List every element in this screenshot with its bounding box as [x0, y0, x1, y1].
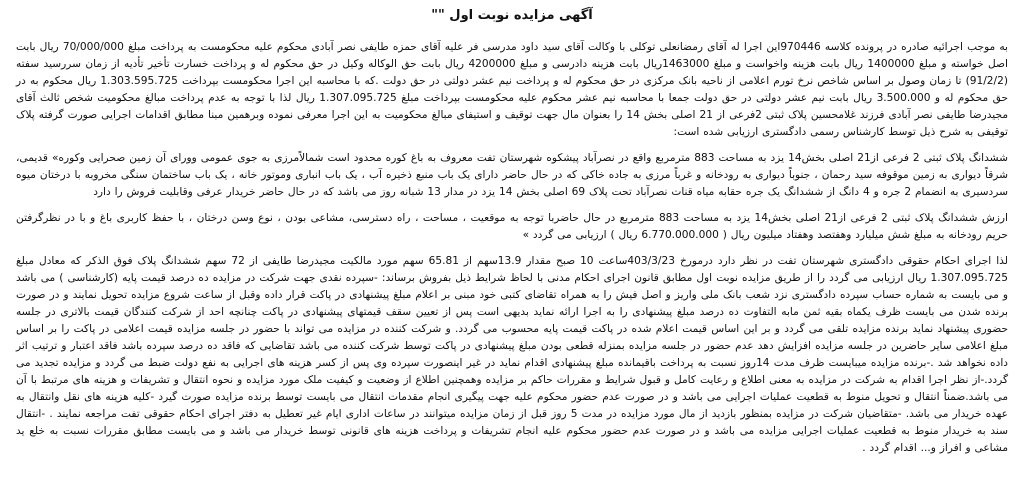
paragraph-auction-conditions: لذا اجرای احکام حقوقی دادگستری شهرستان تفت در نظر دارد درمورخ 403/3/23ساعت 10 صبح مقدار 13.9سهم از 65.81 سهم مورد مالکیت مجیدرضا طایفی از 72 سهم ششدانگ پلاک فوق الذکر که معادل مبلغ 1.307.095.725 ریال ارزیابی می گردد را از طریق مزایده نوبت اول مطابق قانون اجرای احکام مدنی با لحاظ شرایط ذیل بفروش برساند: -سپرده نقدی جهت شرکت در مزایده ده درصد قیمت پایه (کارشناسی ) می باشد و می بایست به شماره حساب سپرده دادگستری نزد شعب بانک ملی واریز و اصل فیش را به همراه تقاضای کتبی خود مبنی بر اعلام مبلغ پیشنهادی در پاکت قرار داده وقبل از ساعت شروع مزایده تحویل نمایند و در صورت برنده شدن می بایست ظرف یکماه بقیه ثمن مابه التفاوت ده درصد مبلغ پیشنهادی را به اجرا ارائه نماید بدیهی است پس از تعیین سقف قیمتهای پیشنهادی در پاکت چنانچه احد از شرکت کنندگان قیمت بالاتری در جلسه حضوری پیشنهاد نماید برنده مزایده تلقی می گردد و بر این اساس قیمت اعلام شده در پاکت قیمت پایه محسوب می گردد. و شرکت کننده در مزایده می تواند با حضور در جلسه مزایده قیمت اعلامی در پاکت را بر اساس مبلغ اعلامی سایر حاضرین در جلسه مزایده افزایش دهد عدم حضور در جلسه مزایده بمنزله قطعی بودن مبلغ پیشنهادی در پاکت توسط شرکت کننده می باشد تقاضایی که فاقد ده درصد سپرده باشد فاقد اعتبار و ترتیب اثر داده نخواهد شد .-برنده مزایده میبایست ظرف مدت 14روز نسبت به پرداخت باقیمانده مبلغ پیشنهادی اقدام نماید در غیر اینصورت سپرده وی پس از کسر هزینه های اجرایی به نفع دولت ضبط می گردد و مزایده تجدید می گردد.-از نظر اجرا اقدام به شرکت در مزایده به معنی اطلاع و رعایت کامل و قبول شرایط و مقررات حاکم بر مزایده وهمچنین اطلاع از وضعیت و کیفیت ملک مورد مزایده و نحوه انتقال و تشریفات و هزینه های مرتبط با آن می باشد.ضمناً انتقال و تحویل منوط به قطعیت عملیات اجرایی می باشد و در صورت عدم حضور محکوم علیه جهت پیگیری انجام مقدمات انتقال می بایست توسط برنده مزایده صورت گیرد -کلیه هزینه های نقل وانتقال به عهده خریدار می باشد. -متقاضیان شرکت در مزایده بمنظور بازدید از مال مورد مزایده در مدت 5 روز قبل از زمان مزایده میتوانند در ساعات اداری ایام غیر تعطیل به دفتر اجرای احکام حقوقی تفت مراجعه نمایند . -انتقال سند به خریدار منوط به قطعیت عملیات اجرایی مزایده می باشد و در صورت عدم حضور محکوم علیه انجام تشریفات و پرداخت هزینه های قانونی توسط خریدار می باشد و می بایست مطابق مقررات نسبت به خلع ید مشاعی و افراز و... اقدام گردد . — [16, 255, 1008, 454]
paragraph-enforcement-order: به موجب اجرائیه صادره در پرونده کلاسه 970446این اجرا له آقای رمضانعلی توکلی با وکالت آقای سید داود مدرسی فر علیه آقای حمزه طایفی نصر آبادی محکوم علیه محکومست به پرداخت مبلغ 70/000/000 ریال بابت اصل خواسته و مبلغ 1400000 ریال بابت هزینه واخواست و مبلغ 1463000ریال بابت هزینه دادرسی و مبلغ 4200000 ریال بابت حق الوکاله وکیل در حق محکوم له و پرداخت خسارت تأخیر تأدیه از زمان سررسید سفته (91/2/2) تا زمان وصول بر اساس شاخص نرخ تورم اعلامی از ناحیه بانک مرکزی در حق محکوم له و پرداخت نیم عشر دولتی در حق دولت .که با محاسبه این اجرا محکومست بپرداخت 1.303.595.725 ریال محکوم به در حق محکوم له و 3.500.000 ریال بابت نیم عشر دولتی در حق دولت جمعا با محاسبه نیم عشر محکوم علیه محکومست بپرداخت مبلغ 1.307.095.725 ریال لذا با توجه به عدم پرداخت مبالغ محکومیت شخص ثالث آقای مجیدرضا طایفی نصر آبادی فرزند غلامحسین پلاک ثبتی 2فرعی از 21 اصلی بخش 14 را بعنوان مال جهت توقیف و استیفای مبالغ محکومیت به این اجرا معرفی نموده وبرهمین مبنا مطابق اقدامات اجرایی صورت گرفته پلاک توقیفی به شرح ذیل توسط کارشناس رسمی دادگستری ارزیابی شده است: — [16, 41, 1009, 138]
paragraph-property-valuation: ارزش ششدانگ پلاک ثبتی 2 فرعی از21 اصلی بخش14 یزد به مساحت 883 مترمربع در حال حاضربا توجه به موقعیت ، مساحت ، راه دسترسی، مشاعی بودن ، نوع وسن درختان ، با حفظ کاربری باغ و با در نظرگرفتن حریم رودخانه به مبلغ شش میلیارد وهفتصد وهفتاد میلیون ریال ( 6.770.000.000 ریال ) ارزیابی می گردد » — [16, 212, 1008, 241]
notice-title: آگهی مزایده نوبت اول "" — [431, 8, 593, 23]
paragraph-property-description: ششدانگ پلاک ثبتی 2 فرعی از21 اصلی بخش14 یزد به مساحت 883 مترمربع واقع در نصرآباد پیشکوه شهرستان تفت معروف به باغ کوره محدود است شمالاًمرزی به جوی عمومی وورای آن زمین صحرایی وکوره» قدیمی، شرقاً دیواری به زمین موقوفه سید رحمان ، جنوباً دیواری به رودخانه و غرباً مرزی به جاده خاکی که در حال حاضر دارای یک باب منبع ذخیره آب ، یک باب انباری وموتور خانه ، یک باب ساختمان سنگی مخروبه با درختان میوه سردسیری به انضمام 2 جره و 4 دانگ از ششدانگ یک جره حقابه میاه قنات نصرآباد تحت پلاک 69 اصلی بخش 14 یزد در مدار 13 شبانه روز می باشد که در حال حاضر خریدار عرفی وقابلیت فروش را دارد — [16, 152, 1008, 198]
